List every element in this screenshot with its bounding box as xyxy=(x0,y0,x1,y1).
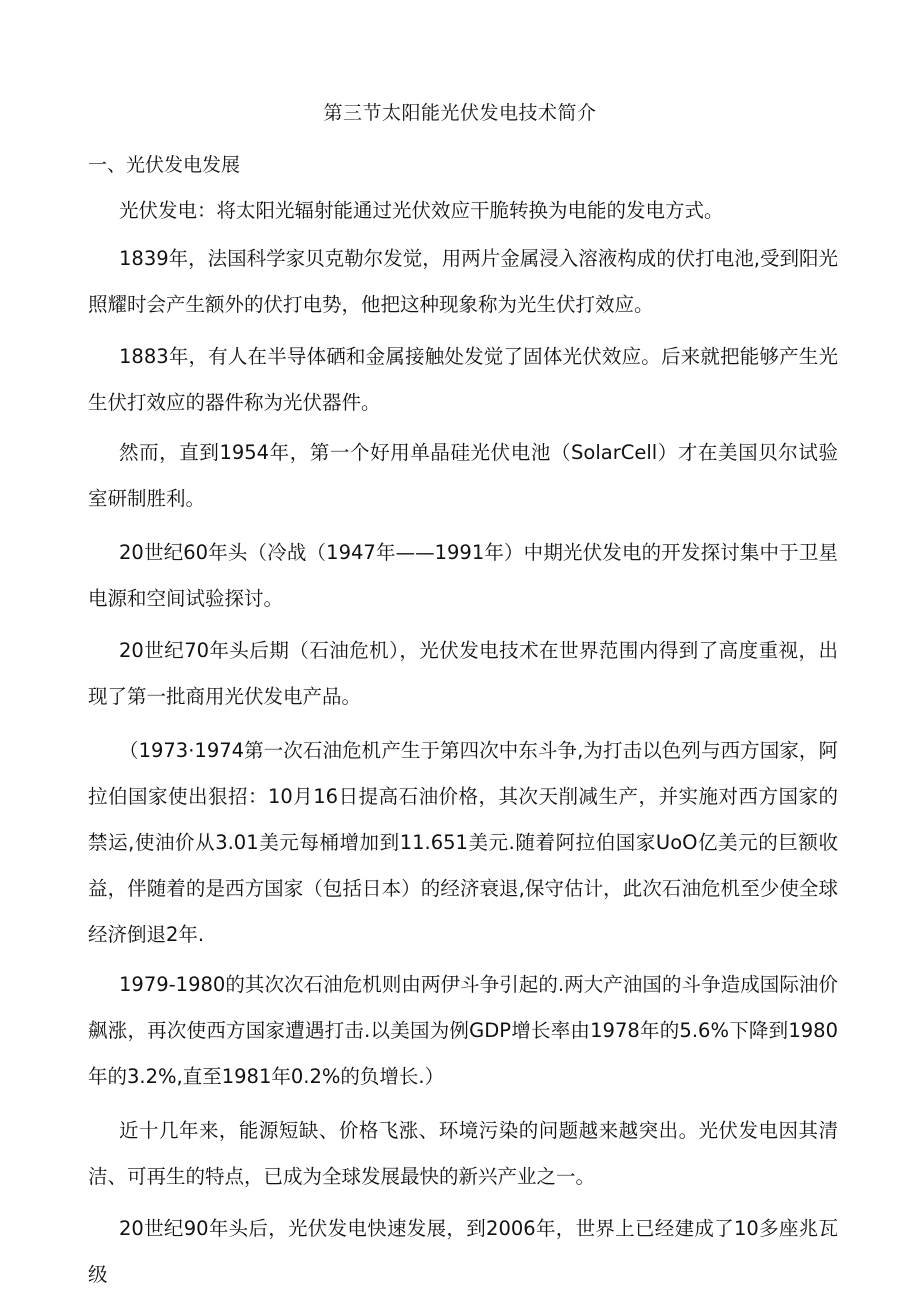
paragraph: 近十几年来，能源短缺、价格飞涨、环境污染的问题越来越突出。光伏发电因其清洁、可再生的特点，已成为全球发展最快的新兴产业之一。 xyxy=(88,1119,838,1188)
paragraph: 光伏发电：将太阳光辐射能通过光伏效应干脆转换为电能的发电方式。 xyxy=(119,199,724,222)
paragraph: 然而，直到1954年，第一个好用单晶硅光伏电池（SolarCell）才在美国贝尔试验室研制胜利。 xyxy=(88,441,838,510)
paragraph: 20世纪90年头后，光伏发电快速发展，到2006年，世界上已经建成了10多座兆瓦级 xyxy=(88,1217,838,1286)
page-title: 第三节太阳能光伏发电技术简介 xyxy=(323,102,597,124)
paragraph: （1973·1974第一次石油危机产生于第四次中东斗争,为打击以色列与西方国家，阿拉伯国家使出狠招：10月16日提高石油价格，其次天削减生产，并实施对西方国家的禁运,使油价从3.01美元每桶增加到11.651美元.随着阿拉伯国家UoO亿美元的巨额收益，伴随着的是西方国家（包括日本）的经济衰退,保守估计，此次石油危机至少使全球经济倒退2年. xyxy=(88,739,838,946)
paragraph: 20世纪70年头后期（石油危机），光伏发电技术在世界范围内得到了高度重视，出现了第一批商用光伏发电产品。 xyxy=(88,639,838,708)
paragraph: 1883年，有人在半导体硒和金属接触处发觉了固体光伏效应。后来就把能够产生光生伏打效应的器件称为光伏器件。 xyxy=(88,345,838,414)
paragraph: 20世纪60年头（冷战（1947年——1991年）中期光伏发电的开发探讨集中于卫星电源和空间试验探讨。 xyxy=(88,541,838,610)
paragraph: 1839年，法国科学家贝克勒尔发觉，用两片金属浸入溶液构成的伏打电池,受到阳光照耀时会产生额外的伏打电势，他把这种现象称为光生伏打效应。 xyxy=(88,247,838,316)
paragraph: 1979-1980的其次次石油危机则由两伊斗争引起的.两大产油国的斗争造成国际油价飙涨，再次使西方国家遭遇打击.以美国为例GDP增长率由1978年的5.6%下降到1980年的3.2%,直至1981年0.2%的负增长.） xyxy=(88,973,838,1088)
section-heading: 一、光伏发电发展 xyxy=(88,154,241,176)
